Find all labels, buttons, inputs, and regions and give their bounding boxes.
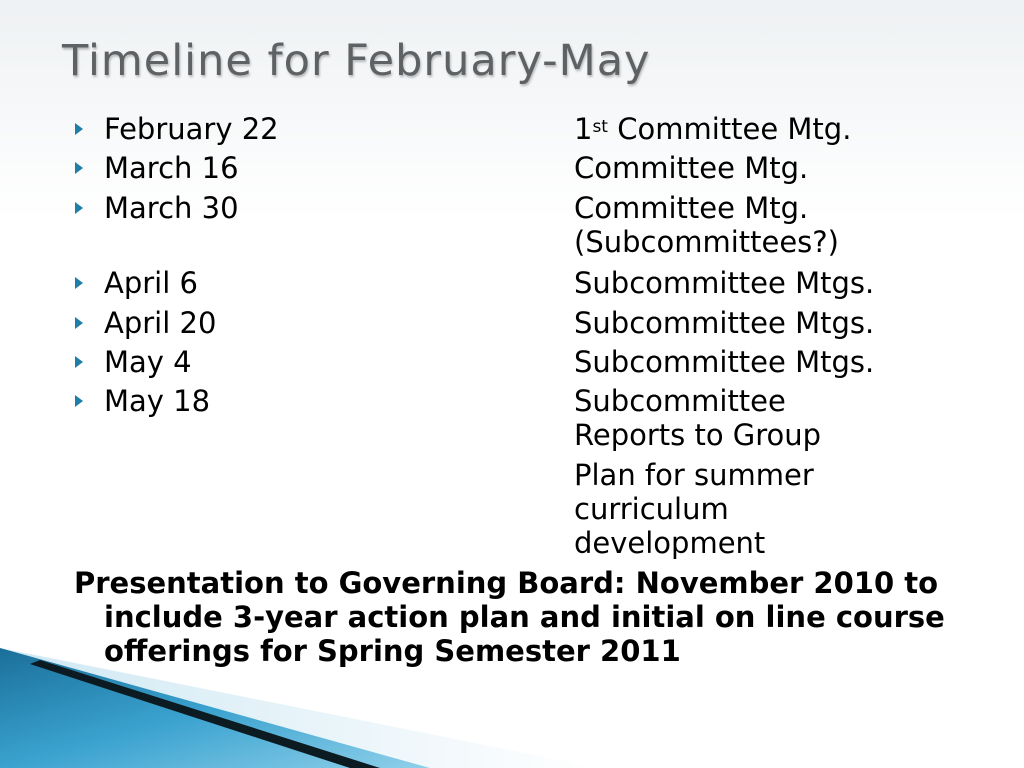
slide-title: Timeline for February-May	[62, 36, 651, 86]
timeline-desc: Subcommittee Mtgs.	[574, 266, 875, 300]
extra-desc: Plan for summer curriculum development	[574, 458, 814, 560]
timeline-date: March 30	[104, 191, 239, 225]
timeline-desc: Subcommittee Mtgs.	[574, 345, 875, 379]
timeline-date: April 6	[104, 266, 198, 300]
footer-note: Presentation to Governing Board: November 2010 to include 3-year action plan and initial on line course offerings for Spring Semester 2011	[74, 566, 945, 668]
bullet-arrow-icon	[75, 356, 83, 368]
slide-background	[0, 0, 1024, 220]
timeline-date: March 16	[104, 151, 239, 185]
bullet-arrow-icon	[75, 317, 83, 329]
timeline-date: April 20	[104, 306, 217, 340]
bullet-arrow-icon	[75, 123, 83, 135]
bullet-arrow-icon	[75, 395, 83, 407]
timeline-desc: Subcommittee Mtgs.	[574, 306, 875, 340]
timeline-desc: 1st Committee Mtg.	[574, 112, 852, 146]
bullet-arrow-icon	[75, 277, 83, 289]
timeline-desc: Committee Mtg. (Subcommittees?)	[574, 191, 839, 259]
timeline-date: May 4	[104, 345, 192, 379]
bullet-arrow-icon	[75, 162, 83, 174]
timeline-date: May 18	[104, 384, 211, 418]
bullet-arrow-icon	[75, 202, 83, 214]
timeline-date: February 22	[104, 112, 279, 146]
timeline-desc: Subcommittee Reports to Group	[574, 384, 822, 452]
timeline-desc: Committee Mtg.	[574, 151, 809, 185]
